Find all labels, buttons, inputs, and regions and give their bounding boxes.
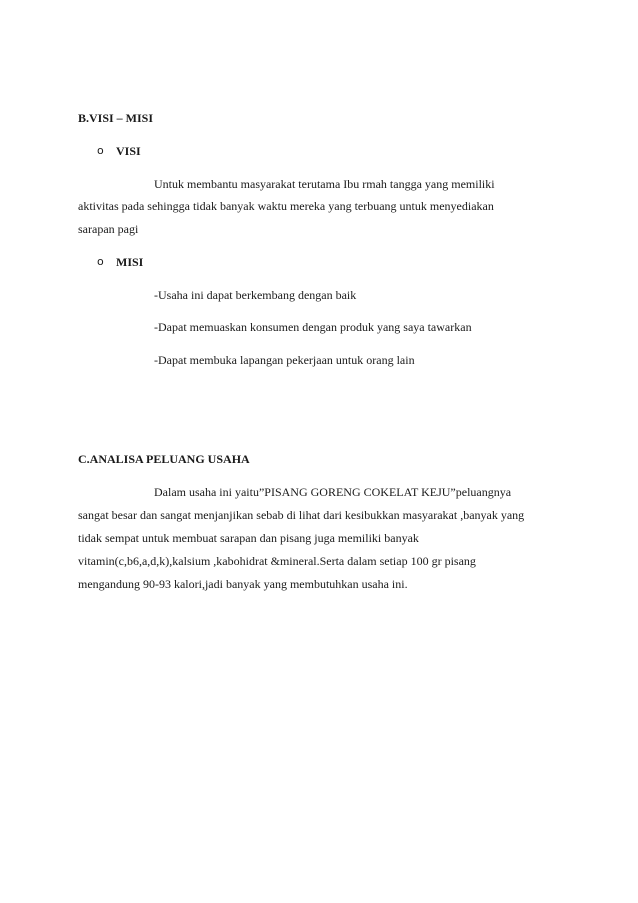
analisa-text-line-3: tidak sempat untuk membuat sarapan dan pisang juga memiliki banyak	[78, 531, 419, 545]
analisa-text-line-1: Dalam usaha ini yaitu”PISANG GORENG COKELAT KEJU”peluangnya	[154, 485, 512, 499]
analisa-text-line-4: vitamin(c,b6,a,d,k),kalsium ,kabohidrat &mineral.Serta dalam setiap 100 gr pisang	[78, 554, 476, 568]
bullet-misi: o	[97, 255, 104, 268]
section-heading-analisa: C.ANALISA PELUANG USAHA	[78, 452, 250, 466]
section-heading-visi-misi: B.VISI – MISI	[78, 111, 154, 125]
analisa-text-line-5: mengandung 90-93 kalori,jadi banyak yang membutuhkan usaha ini.	[78, 577, 408, 591]
misi-item-3: -Dapat membuka lapangan pekerjaan untuk orang lain	[154, 353, 415, 367]
bullet-visi: o	[97, 144, 104, 157]
visi-text-line-3: sarapan pagi	[78, 222, 139, 236]
visi-text-line-2: aktivitas pada sehingga tidak banyak waktu mereka yang terbuang untuk menyediakan	[78, 199, 494, 213]
visi-text-line-1: Untuk membantu masyarakat terutama Ibu rmah tangga yang memiliki	[154, 177, 495, 191]
analisa-text-line-2: sangat besar dan sangat menjanjikan sebab di lihat dari kesibukkan masyarakat ,banyak yang	[78, 508, 525, 522]
misi-item-1: -Usaha ini dapat berkembang dengan baik	[154, 288, 357, 302]
misi-item-2: -Dapat memuaskan konsumen dengan produk yang saya tawarkan	[154, 320, 472, 334]
subheading-visi: VISI	[116, 144, 141, 158]
subheading-misi: MISI	[116, 255, 144, 269]
